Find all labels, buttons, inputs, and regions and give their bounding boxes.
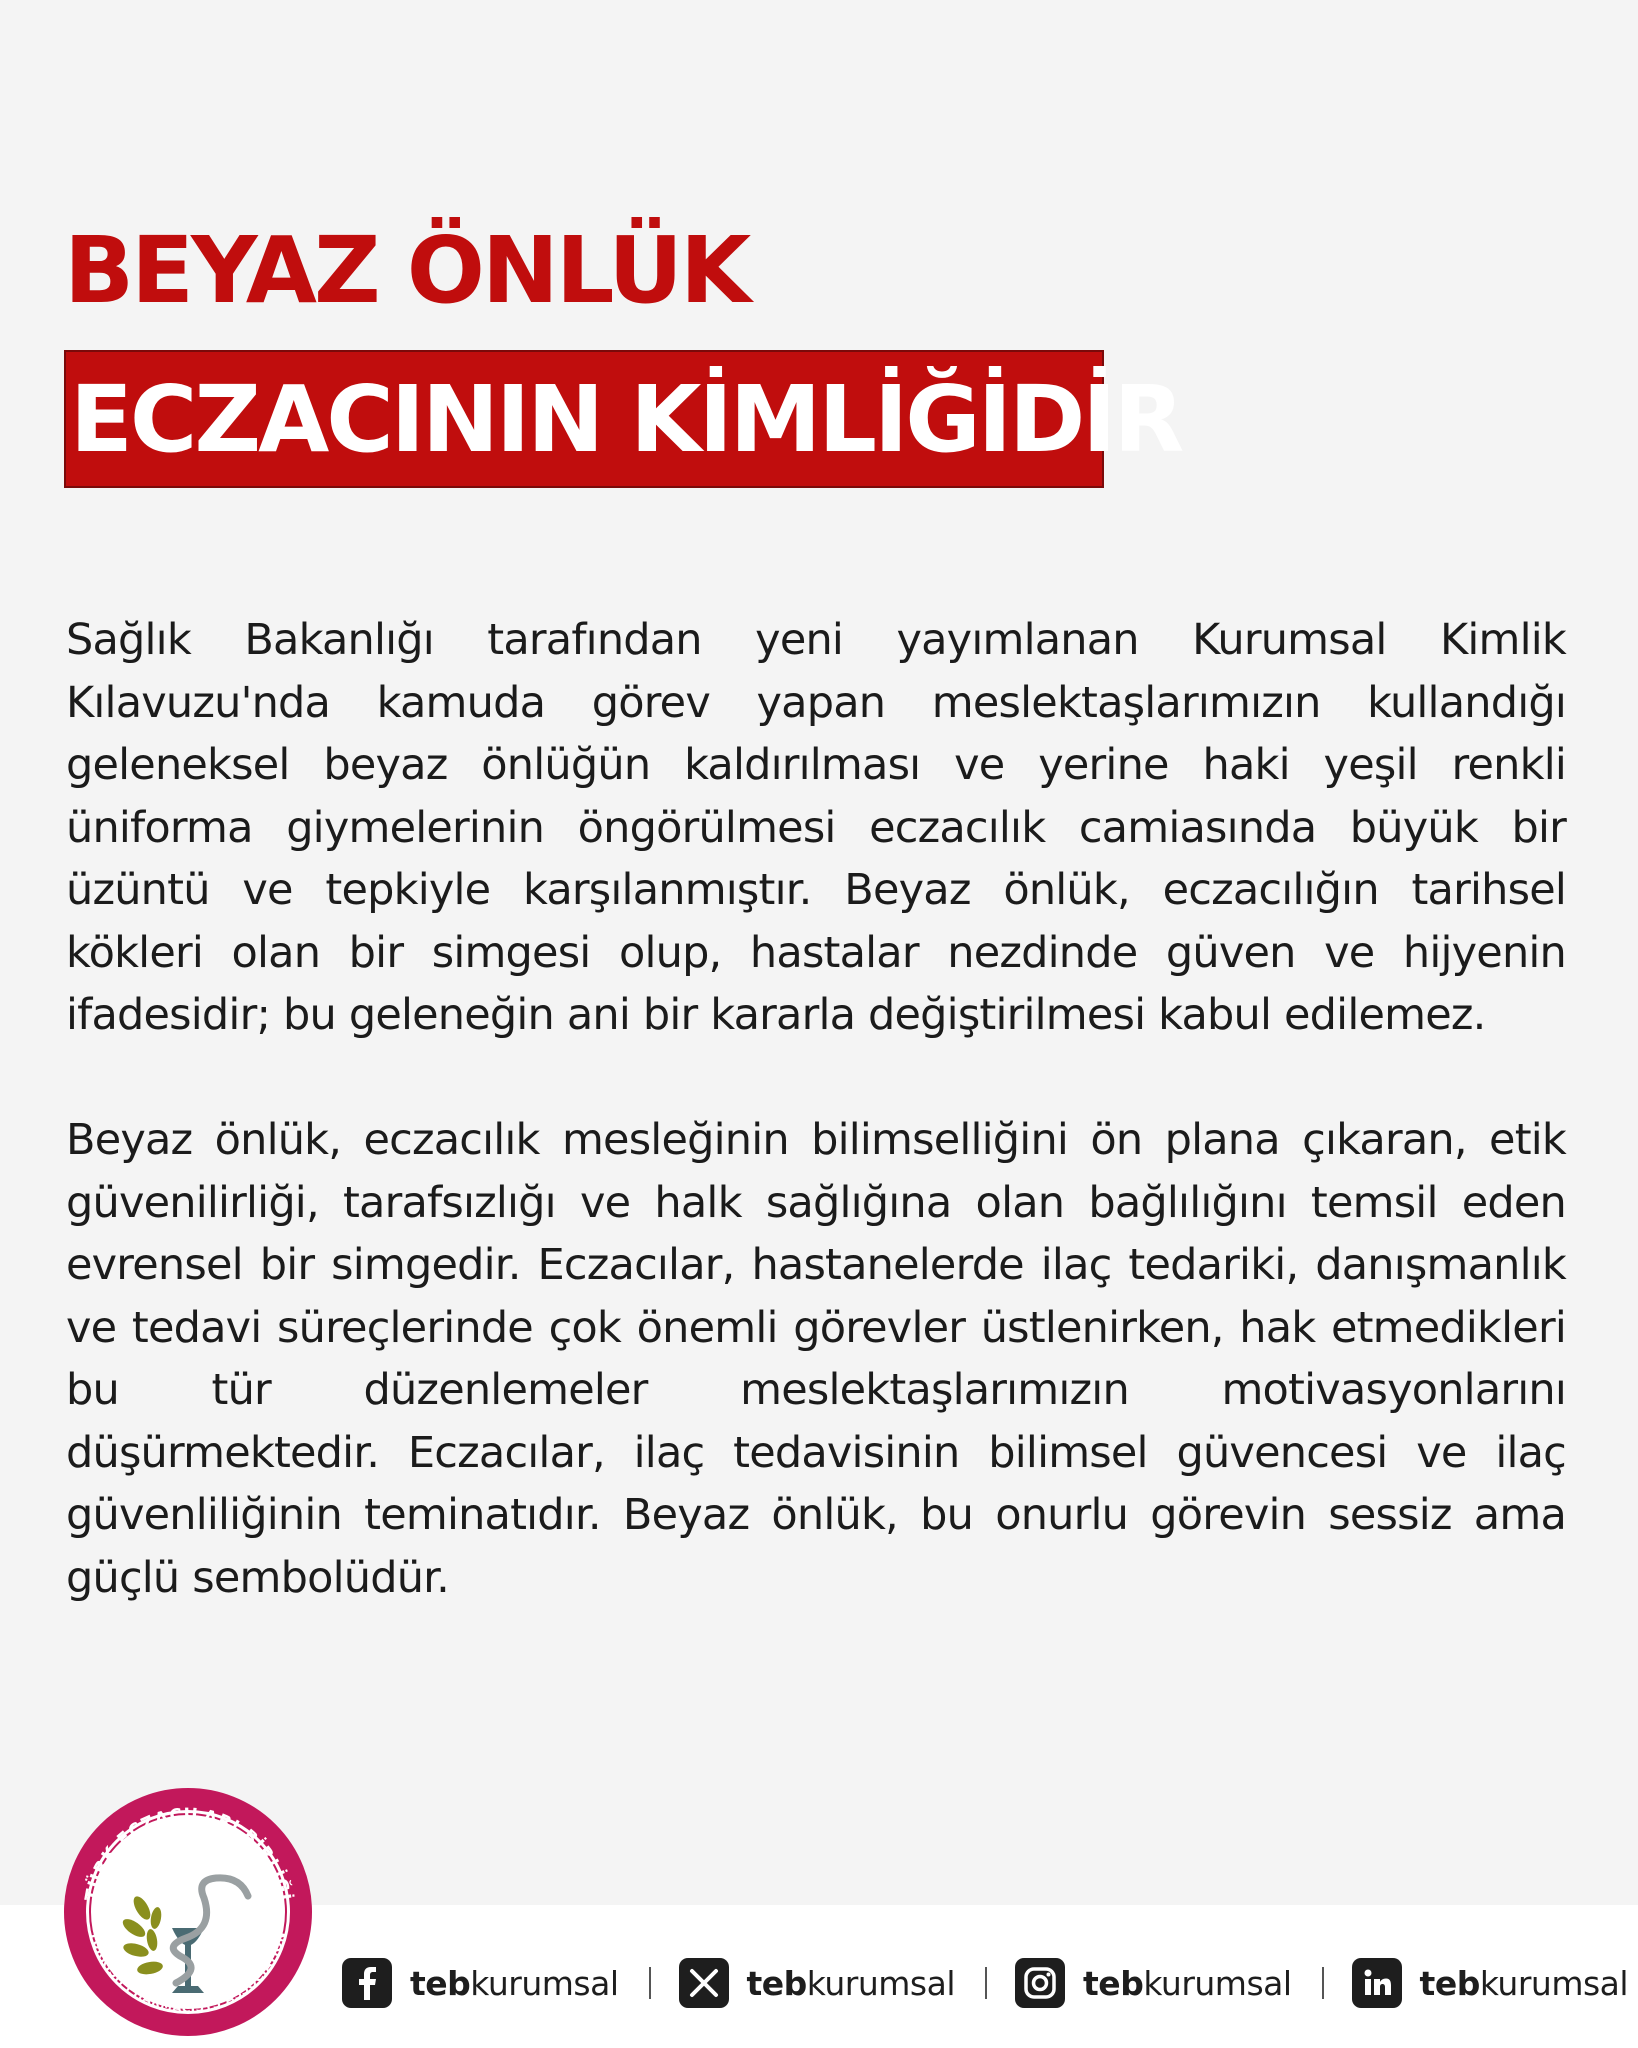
facebook-icon	[342, 1958, 392, 2008]
social-links	[342, 1955, 1628, 2011]
teb-logo	[64, 1788, 312, 2036]
handle-bold: teb	[410, 1963, 471, 2003]
social-x[interactable]	[679, 1958, 956, 2008]
linkedin-icon	[1352, 1958, 1402, 2008]
divider	[649, 1967, 651, 1999]
handle-rest: kurumsal	[1143, 1963, 1292, 2003]
handle-bold: teb	[1083, 1963, 1144, 2003]
social-linkedin[interactable]	[1352, 1958, 1629, 2008]
paragraph-2: Beyaz önlük, eczacılık mesleğinin bilimselliğini ön plana çıkaran, etik güvenilirliği, tarafsızlığı ve halk sağlığına olan bağlılığını temsil eden evrensel bir simgedir. Eczacılar, hastanelerde ilaç tedariki, danışmanlık ve tedavi süreçlerinde çok önemli görevler üstlenirken, hak etmedikleri bu tür düzenlemeler meslektaşlarımızın motivasyonlarını düşürmektedir. Eczacılar, ilaç tedavisinin bilimsel güvencesi ve ilaç güvenliliğinin teminatıdır. Beyaz önlük, bu onurlu görevin sessiz ama güçlü sembolüdür.	[66, 1115, 1566, 1603]
handle-bold: teb	[746, 1963, 807, 2003]
handle-rest: kurumsal	[1479, 1963, 1629, 2003]
handle-rest: kurumsal	[806, 1963, 956, 2003]
instagram-icon	[1015, 1958, 1065, 2008]
divider	[985, 1967, 987, 1999]
logo-top-text: TÜRK ECZACILARI BİRLİĞİ	[81, 1804, 295, 1903]
title-line-2: ECZACININ KİMLİĞİDİR	[70, 365, 1182, 473]
divider	[1322, 1967, 1324, 1999]
x-icon	[679, 1958, 729, 2008]
social-facebook[interactable]	[342, 1958, 619, 2008]
title-highlight-box	[64, 350, 1182, 488]
logo-bottom-text: TURKISH PHARMACISTS ASSOCIATION	[87, 1929, 289, 2016]
handle-bold: teb	[1419, 1963, 1480, 2003]
paragraph-1: Sağlık Bakanlığı tarafından yeni yayımlanan Kurumsal Kimlik Kılavuzu'nda kamuda görev yapan meslektaşlarımızın kullandığı geleneksel beyaz önlüğün kaldırılması ve yerine haki yeşil renkli üniforma giymelerinin öngörülmesi eczacılık camiasında büyük bir üzüntü ve tepkiyle karşılanmıştır. Beyaz önlük, eczacılığın tarihsel kökleri olan bir simgesi olup, hastalar nezdinde güven ve hijyenin ifadesidir; bu geleneğin ani bir kararla değiştirilmesi kabul edilemez.	[66, 615, 1566, 1040]
title-line-1: BEYAZ ÖNLÜK	[64, 217, 749, 324]
social-instagram[interactable]	[1015, 1958, 1292, 2008]
handle-rest: kurumsal	[470, 1963, 619, 2003]
